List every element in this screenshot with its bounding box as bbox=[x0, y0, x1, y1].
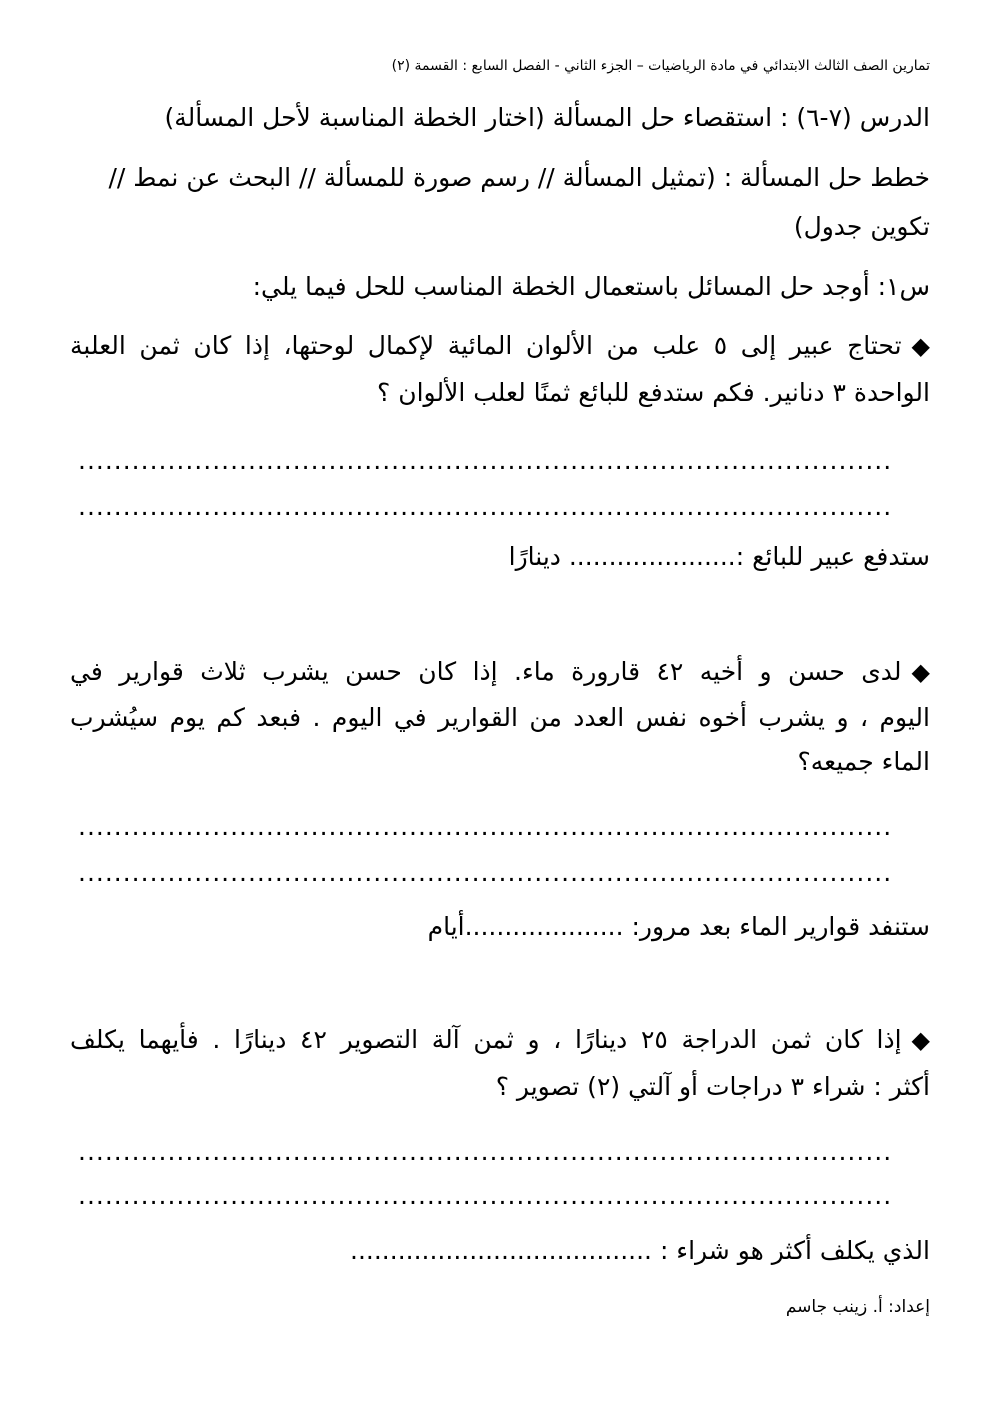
problem-2-line-2: اليوم ، و يشرب أخوه نفس العدد من القوارير في اليوم . فبعد كم يوم سيُشرب bbox=[70, 703, 930, 732]
problem-2-line-1: ◆لدى حسن و أخيه ٤٢ قارورة ماء. إذا كان حسن يشرب ثلاث قوارير في bbox=[70, 657, 930, 686]
problem-3-answer-line-2[interactable]: ........................................................................................... bbox=[78, 1181, 893, 1210]
diamond-bullet-icon: ◆ bbox=[911, 1026, 930, 1054]
problem-3-line-1: ◆إذا كان ثمن الدراجة ٢٥ دينارًا ، و ثمن آلة التصوير ٤٢ دينارًا . فأيهما يكلف bbox=[70, 1025, 930, 1054]
question-instruction: س١: أوجد حل المسائل باستعمال الخطة المناسب للحل فيما يلي: bbox=[252, 272, 930, 301]
problem-1-answer-line-2[interactable]: ........................................................................................... bbox=[78, 492, 893, 521]
author-credit: إعداد: أ. زينب جاسم bbox=[785, 1297, 930, 1317]
plans-line-2: تكوين جدول) bbox=[793, 212, 930, 241]
problem-2-answer-line-1[interactable]: ........................................................................................... bbox=[78, 812, 893, 841]
diamond-bullet-icon: ◆ bbox=[911, 332, 930, 360]
problem-1-answer-prompt[interactable]: ستدفع عبير للبائع :..................... دينارًا bbox=[508, 542, 930, 571]
worksheet-header: تمارين الصف الثالث الابتدائي في مادة الرياضيات – الجزء الثاني - الفصل السابع : القسمة (٢) bbox=[391, 58, 930, 74]
problem-2-line-3: الماء جميعه؟ bbox=[797, 747, 930, 776]
lesson-title: الدرس (٧-٦) : استقصاء حل المسألة (اختار الخطة المناسبة لأحل المسألة) bbox=[164, 103, 930, 132]
plans-line-1: خطط حل المسألة : (تمثيل المسألة // رسم صورة للمسألة // البحث عن نمط // bbox=[108, 163, 930, 192]
problem-3-answer-prompt[interactable]: الذي يكلف أكثر هو شراء : ...................................... bbox=[350, 1236, 930, 1265]
problem-1-answer-line-1[interactable]: ........................................................................................... bbox=[78, 446, 893, 475]
problem-1-line-1: ◆تحتاج عبير إلى ٥ علب من الألوان المائية لإكمال لوحتها، إذا كان ثمن العلبة bbox=[70, 331, 930, 360]
problem-1-line-2: الواحدة ٣ دنانير. فكم ستدفع للبائع ثمنًا لعلب الألوان ؟ bbox=[377, 378, 930, 407]
problem-2-answer-line-2[interactable]: ........................................................................................... bbox=[78, 858, 893, 887]
diamond-bullet-icon: ◆ bbox=[911, 658, 930, 686]
problem-3-line-2: أكثر : شراء ٣ دراجات أو آلتي (٢) تصوير ؟ bbox=[495, 1072, 930, 1101]
problem-2-answer-prompt[interactable]: ستنفد قوارير الماء بعد مرور: ....................أيام bbox=[427, 912, 930, 941]
problem-3-answer-line-1[interactable]: ........................................................................................... bbox=[78, 1137, 893, 1166]
